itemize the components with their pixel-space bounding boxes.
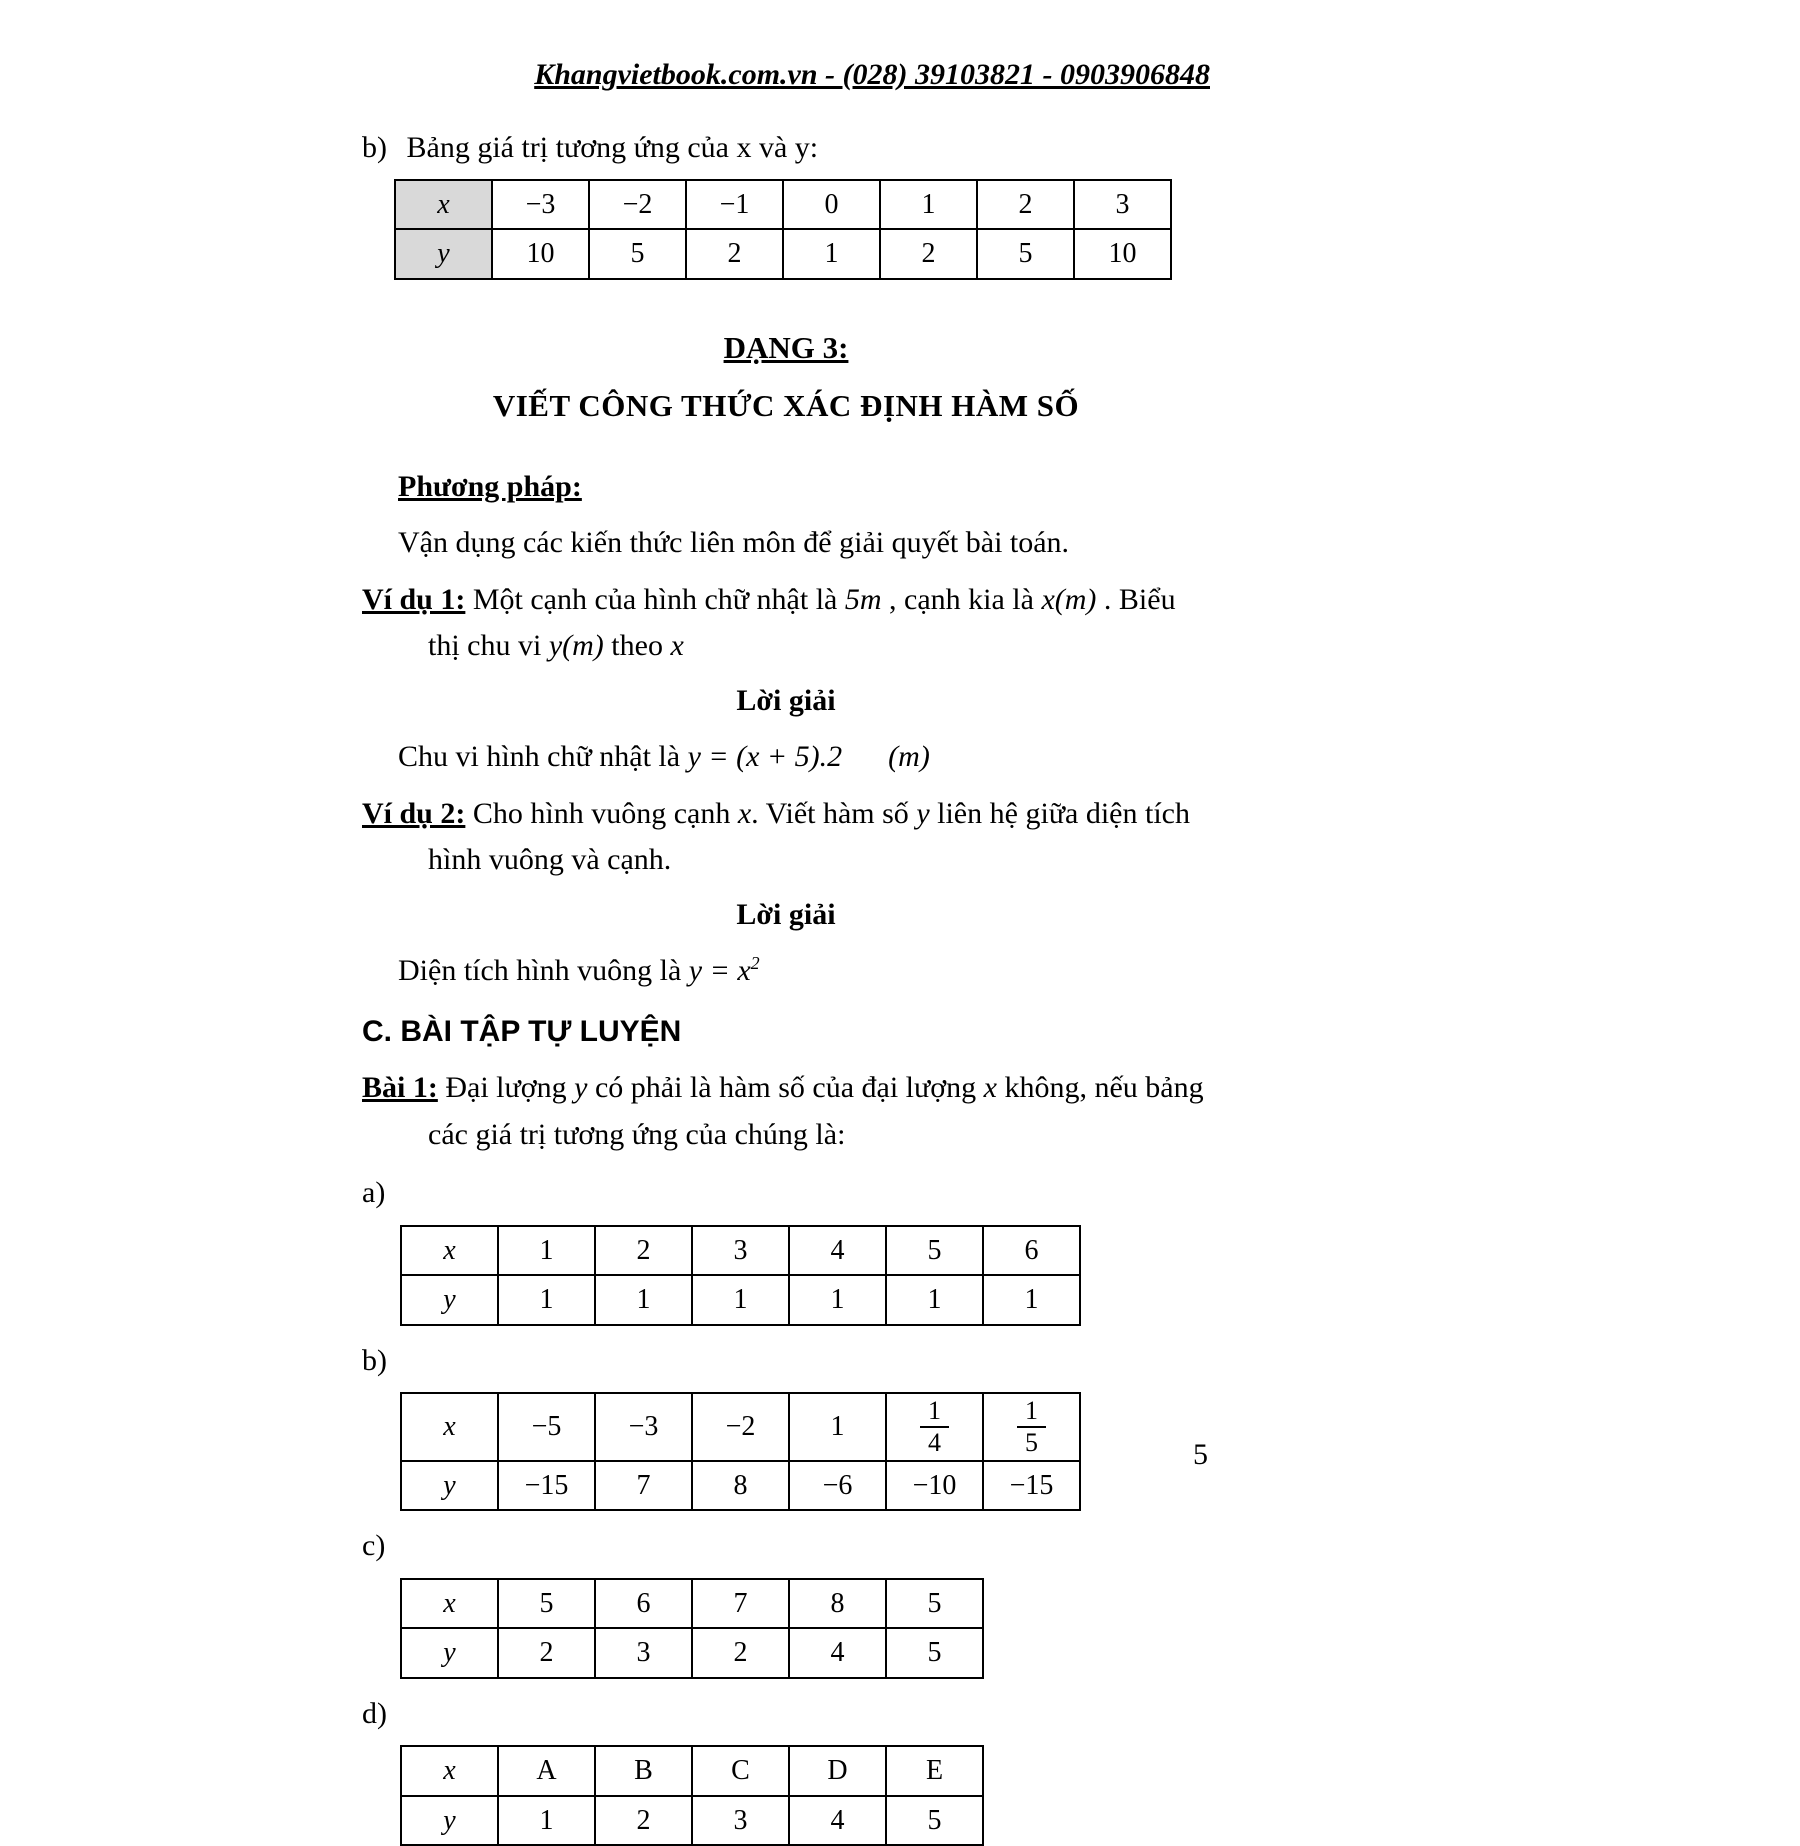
solution1-formula: y = (x + 5).2 — [687, 740, 843, 774]
value-cell: 5 — [886, 1226, 983, 1275]
value-cell: 3 — [692, 1796, 789, 1845]
heading-dang3 — [362, 324, 1210, 372]
fraction: $\frac{1}{5}$ — [1017, 1396, 1046, 1458]
value-cell: C — [692, 1746, 789, 1795]
value-cell: −2 — [692, 1393, 789, 1461]
value-cell: 1 — [498, 1275, 595, 1324]
value-cell: 4 — [789, 1226, 886, 1275]
value-cell: 1 — [498, 1226, 595, 1275]
value-cell: 2 — [498, 1628, 595, 1677]
solution2-text: Diện tích hình vuông là — [398, 954, 689, 988]
value-cell: 5 — [977, 229, 1074, 278]
example1-text3: . Biểu thị chu vi — [428, 582, 1176, 663]
solution2-formula: y = x — [688, 954, 751, 988]
variable-cell: y — [401, 1796, 498, 1845]
example1-math3: y(m) — [548, 629, 604, 663]
sub-label-c: c) — [362, 1529, 386, 1563]
exercise1-text2: có phải là hàm số của đại lượng — [587, 1071, 984, 1105]
value-cell: D — [789, 1746, 886, 1795]
exercise1-text3: không, nếu bảng các giá trị tương ứng của chúng là: — [428, 1071, 1204, 1151]
solution1-heading: Lời giải — [736, 683, 836, 717]
exercise1-text1: Đại lượng — [437, 1071, 575, 1105]
table-row — [401, 1579, 983, 1628]
exercise1-math1: y — [574, 1071, 588, 1105]
table-row — [401, 1226, 1080, 1275]
example1-paragraph — [362, 577, 1210, 670]
value-cell: −1 — [686, 180, 783, 229]
value-cell: 2 — [880, 229, 977, 278]
value-cell: E — [886, 1746, 983, 1795]
value-cell: 7 — [595, 1461, 692, 1510]
value-cell: 10 — [1074, 229, 1171, 278]
solution2-heading: Lời giải — [736, 897, 836, 931]
value-cell: 2 — [692, 1628, 789, 1677]
value-cell: 1 — [880, 180, 977, 229]
value-cell: 3 — [595, 1628, 692, 1677]
variable-cell: y — [401, 1275, 498, 1324]
example1-text1: Một cạnh của hình chữ nhật là — [465, 582, 845, 616]
exercise1-math2: x — [983, 1071, 997, 1105]
intro-line — [362, 125, 1210, 172]
value-cell: 2 — [595, 1226, 692, 1275]
example2-text3: liên hệ giữa diện tích hình vuông và cạnh. — [428, 796, 1190, 877]
page-number: 5 — [1193, 1438, 1208, 1471]
table-b — [400, 1392, 1081, 1511]
method-label: Phương pháp: — [398, 469, 582, 503]
variable-cell: x — [401, 1746, 498, 1795]
heading-dang3-title: VIẾT CÔNG THỨC XÁC ĐỊNH HÀM SỐ — [492, 387, 1080, 423]
variable-cell: y — [401, 1461, 498, 1510]
example2-text1: Cho hình vuông cạnh — [465, 796, 738, 830]
table-row — [401, 1461, 1080, 1510]
value-cell: 3 — [692, 1226, 789, 1275]
value-cell: 6 — [983, 1226, 1080, 1275]
variable-cell: x — [395, 180, 492, 229]
value-cell: −2 — [589, 180, 686, 229]
value-cell: 5 — [589, 229, 686, 278]
value-cell — [886, 1393, 983, 1461]
value-cell: −3 — [595, 1393, 692, 1461]
value-cell: 3 — [1074, 180, 1171, 229]
intro-text: Bảng giá trị tương ứng của x và y: — [406, 130, 819, 164]
value-cell: 1 — [983, 1275, 1080, 1324]
solution2-line — [362, 948, 1210, 995]
value-cell: 4 — [789, 1796, 886, 1845]
table-c — [400, 1578, 984, 1679]
value-cell: 7 — [692, 1579, 789, 1628]
example2-math2: y — [916, 796, 930, 830]
value-cell: 0 — [783, 180, 880, 229]
header-text: Khangvietbook.com.vn - (028) 39103821 - 0903906848 — [534, 58, 1210, 91]
value-cell: 8 — [789, 1579, 886, 1628]
value-cell: −5 — [498, 1393, 595, 1461]
example2-text2: . Viết hàm số — [751, 796, 917, 830]
solution2-exponent: 2 — [750, 953, 760, 974]
value-cell: −15 — [983, 1461, 1080, 1510]
page-content — [362, 52, 1210, 1846]
method-label-line — [362, 464, 1210, 511]
example1-math4: x — [670, 629, 684, 663]
value-cell: 2 — [686, 229, 783, 278]
value-cell: B — [595, 1746, 692, 1795]
table-row — [401, 1275, 1080, 1324]
value-cell: 5 — [886, 1579, 983, 1628]
fraction: $\frac{1}{4}$ — [920, 1396, 949, 1458]
table-row — [401, 1628, 983, 1677]
heading-dang3-text: DẠNG 3: — [723, 329, 849, 365]
value-cell: −3 — [492, 180, 589, 229]
example1-text2: , cạnh kia là — [881, 582, 1042, 616]
solution1-unit: (m) — [888, 740, 930, 774]
value-cell: 2 — [595, 1796, 692, 1845]
example1-text4: theo — [603, 629, 671, 663]
value-cell: −15 — [498, 1461, 595, 1510]
value-cell: 5 — [886, 1796, 983, 1845]
table-d — [400, 1745, 984, 1846]
value-cell: 8 — [692, 1461, 789, 1510]
table-row — [401, 1796, 983, 1845]
table-a — [400, 1225, 1081, 1326]
value-cell: −6 — [789, 1461, 886, 1510]
value-cell: 1 — [789, 1393, 886, 1461]
value-cell: 1 — [886, 1275, 983, 1324]
section-c-title: C. BÀI TẬP TỰ LUYỆN — [362, 1014, 682, 1048]
value-cell: 5 — [886, 1628, 983, 1677]
variable-cell: x — [401, 1226, 498, 1275]
value-cell: 1 — [595, 1275, 692, 1324]
example1-math2: x(m) — [1041, 582, 1097, 616]
example1-label: Ví dụ 1: — [362, 582, 466, 616]
sub-label-d: d) — [362, 1696, 387, 1730]
example2-paragraph — [362, 791, 1210, 884]
value-cell: 10 — [492, 229, 589, 278]
value-cell: 1 — [789, 1275, 886, 1324]
example2-label: Ví dụ 2: — [362, 796, 466, 830]
value-cell: 1 — [692, 1275, 789, 1324]
table-row — [395, 180, 1171, 229]
exercise1-paragraph — [362, 1065, 1210, 1158]
solution1-text: Chu vi hình chữ nhật là — [398, 740, 688, 774]
value-cell: A — [498, 1746, 595, 1795]
variable-cell: x — [401, 1579, 498, 1628]
table-row — [401, 1746, 983, 1795]
value-cell: 6 — [595, 1579, 692, 1628]
item-label-b: b) — [362, 130, 387, 164]
value-cell: 5 — [498, 1579, 595, 1628]
value-cell: 2 — [977, 180, 1074, 229]
table-top — [394, 179, 1172, 280]
example1-math1: 5m — [844, 582, 882, 616]
value-cell: 1 — [783, 229, 880, 278]
variable-cell: y — [395, 229, 492, 278]
table-row — [401, 1393, 1080, 1461]
variable-cell: y — [401, 1628, 498, 1677]
variable-cell: x — [401, 1393, 498, 1461]
value-cell: 4 — [789, 1628, 886, 1677]
table-row — [395, 229, 1171, 278]
value-cell: 1 — [498, 1796, 595, 1845]
method-body: Vận dụng các kiến thức liên môn để giải quyết bài toán. — [398, 526, 1070, 560]
example2-math1: x — [737, 796, 752, 830]
sub-label-b: b) — [362, 1343, 387, 1377]
value-cell: −10 — [886, 1461, 983, 1510]
value-cell — [983, 1393, 1080, 1461]
solution1-line — [362, 734, 1210, 781]
sub-label-a: a) — [362, 1176, 386, 1210]
page-header — [362, 52, 1210, 99]
exercise1-label: Bài 1: — [362, 1071, 438, 1105]
